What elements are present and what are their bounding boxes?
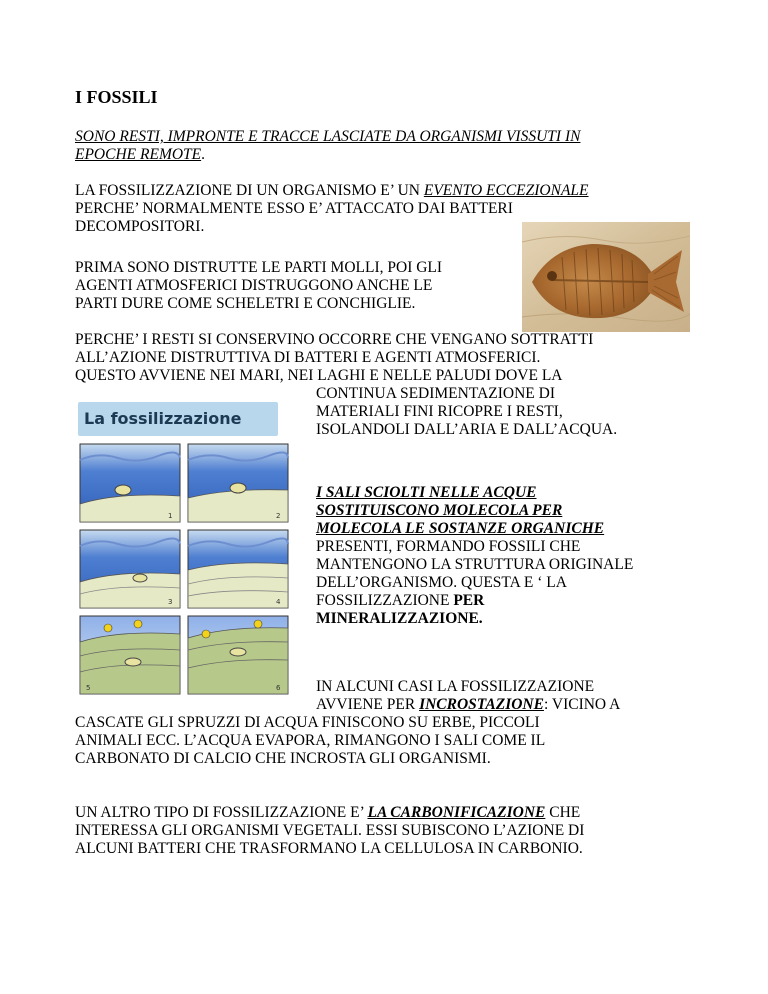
para4-line-2: ALL’AZIONE DISTRUTTIVA DI BATTERI E AGENTI ATMOSFERICI. xyxy=(75,349,541,366)
para6-line-5: CARBONATO DI CALCIO CHE INCROSTA GLI ORGANISMI. xyxy=(75,750,491,767)
para5-text-7: FOSSILIZZAZIONE xyxy=(316,592,454,609)
para6-line-3: CASCATE GLI SPRUZZI DI ACQUA FINISCONO SU ERBE, PICCOLI xyxy=(75,714,540,731)
para5-line-6: DELL’ORGANISMO. QUESTA E ‘ LA xyxy=(316,574,567,591)
para5-bold-per: PER xyxy=(453,592,485,609)
para3-line-3: PARTI DURE COME SCHELETRI E CONCHIGLIE. xyxy=(75,295,416,312)
fossilization-panels xyxy=(78,442,298,698)
figure-title: La fossilizzazione xyxy=(78,402,278,436)
step-label-4: 4 xyxy=(276,598,281,606)
para6-line-4: ANIMALI ECC. L’ACQUA EVAPORA, RIMANGONO I SALI COME IL xyxy=(75,732,546,749)
para5-line-3 xyxy=(316,520,604,538)
para7-line-2: INTERESSA GLI ORGANISMI VEGETALI. ESSI SUBISCONO L’AZIONE DI xyxy=(75,822,585,839)
step-label-2: 2 xyxy=(276,512,281,520)
step-label-5: 5 xyxy=(86,684,91,692)
definition-line-2 xyxy=(75,146,205,164)
definition-text-1: SONO RESTI, IMPRONTE E TRACCE LASCIATE DA ORGANISMI VISSUTI IN xyxy=(75,128,581,145)
para6-text-2-post: : VICINO A xyxy=(543,696,621,713)
page-title: I FOSSILI xyxy=(75,87,158,107)
panel-5 xyxy=(80,616,180,694)
para6-text-2: AVVIENE PER xyxy=(316,696,420,713)
para5-line-4: PRESENTI, FORMANDO FOSSILI CHE xyxy=(316,538,581,555)
definition-text-2: EPOCHE REMOTE xyxy=(75,146,202,163)
fossilization-figure xyxy=(78,400,298,698)
para5-line-5: MANTENGONO LA STRUTTURA ORIGINALE xyxy=(316,556,634,573)
para2-line-3: DECOMPOSITORI. xyxy=(75,218,205,235)
para5-emph-2: SOSTITUISCONO MOLECOLA PER xyxy=(316,502,563,519)
para2-line-1 xyxy=(75,182,589,200)
para7-text-1-post: CHE xyxy=(545,804,581,821)
para4-line-4: CONTINUA SEDIMENTAZIONE DI xyxy=(316,385,555,402)
para5-emph-3: MOLECOLA LE SOSTANZE ORGANICHE xyxy=(316,520,605,537)
step-label-6: 6 xyxy=(276,684,281,692)
para4-line-6: ISOLANDOLI DALL’ARIA E DALL’ACQUA. xyxy=(316,421,618,438)
para6-line-1: IN ALCUNI CASI LA FOSSILIZZAZIONE xyxy=(316,678,595,695)
evento-eccezionale: EVENTO ECCEZIONALE xyxy=(423,182,589,199)
para4-line-1: PERCHE’ I RESTI SI CONSERVINO OCCORRE CHE VENGANO SOTTRATTI xyxy=(75,331,594,348)
panel-4 xyxy=(188,530,288,608)
mineralizzazione: MINERALIZZAZIONE. xyxy=(316,610,483,627)
fish-fossil-image xyxy=(522,222,690,332)
step-label-3: 3 xyxy=(168,598,173,606)
para5-line-7 xyxy=(316,592,484,610)
para5-emph-1: I SALI SCIOLTI NELLE ACQUE xyxy=(316,484,537,501)
para2-line-2: PERCHE’ NORMALMENTE ESSO E’ ATTACCATO DAI BATTERI xyxy=(75,200,513,217)
para5-line-2 xyxy=(316,502,562,520)
definition-line-1 xyxy=(75,128,580,146)
panel-2 xyxy=(188,444,288,522)
para5-line-1 xyxy=(316,484,537,502)
para5-line-8 xyxy=(316,610,483,628)
para7-line-1 xyxy=(75,804,580,822)
carbonificazione: LA CARBONIFICAZIONE xyxy=(367,804,546,821)
para7-line-3: ALCUNI BATTERI CHE TRASFORMANO LA CELLULOSA IN CARBONIO. xyxy=(75,840,583,857)
para7-text-1: UN ALTRO TIPO DI FOSSILIZZAZIONE E’ xyxy=(75,804,368,821)
definition-period: . xyxy=(201,146,206,163)
para4-line-3: QUESTO AVVIENE NEI MARI, NEI LAGHI E NELLE PALUDI DOVE LA xyxy=(75,367,563,384)
fish-fossil-drawing xyxy=(522,222,690,332)
panel-6 xyxy=(188,616,288,694)
para3-line-2: AGENTI ATMOSFERICI DISTRUGGONO ANCHE LE xyxy=(75,277,433,294)
para4-line-5: MATERIALI FINI RICOPRE I RESTI, xyxy=(316,403,563,420)
para3-line-1: PRIMA SONO DISTRUTTE LE PARTI MOLLI, POI GLI xyxy=(75,259,443,276)
para6-line-2 xyxy=(316,696,620,714)
panel-3 xyxy=(80,530,180,608)
para2-text-1: LA FOSSILIZZAZIONE DI UN ORGANISMO E’ UN xyxy=(75,182,424,199)
panel-1 xyxy=(80,444,180,522)
step-label-1: 1 xyxy=(168,512,173,520)
incrostazione: INCROSTAZIONE xyxy=(419,696,544,713)
